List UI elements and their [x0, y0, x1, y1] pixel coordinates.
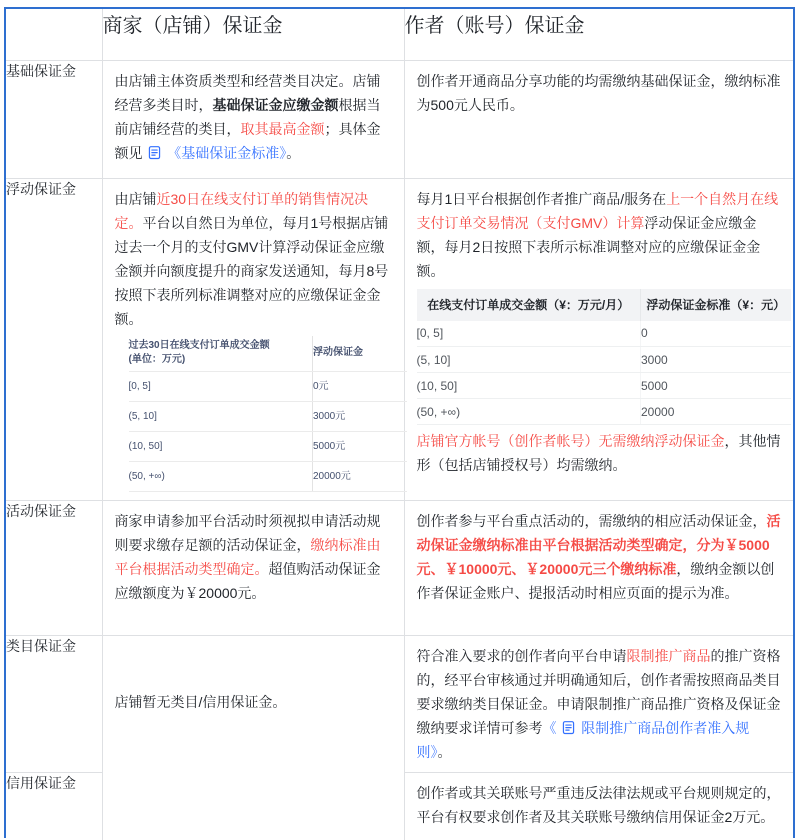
red-segment: 缴纳标准由平台根据活动类型确定。 [114, 537, 381, 577]
red-segment: 近30日在线支付订单的销售情况决定。 [114, 190, 369, 231]
gmv-table-row: (5, 10] 3000元 [129, 402, 407, 432]
cell-merchant-floating [102, 178, 404, 501]
text-segment: 浮动保证金应缴金额，每月2日按照下表所示标准调整对应的应缴保证金金额。 [416, 214, 761, 279]
author-floating-gmv-table [417, 289, 791, 426]
table-row-floating-deposit [6, 178, 793, 501]
row-label-basic-deposit: 基础保证金 [6, 60, 102, 178]
text-segment: 创作者开通商品分享功能的均需缴纳基础保证金，缴纳标准为500元人民币。 [416, 72, 781, 113]
cell-author-floating [404, 178, 793, 501]
text-segment: 符合准入要求的创作者向平台申请 [416, 648, 627, 664]
text-segment: 由店铺主体资质类型和经营类目决定。店铺经营多类目时， [114, 72, 381, 113]
merchant-basic-text [115, 69, 392, 165]
red-segment: 取其最高金额 [240, 120, 325, 137]
row-label-category-deposit: 类目保证金 [6, 636, 102, 773]
text-segment: 根据当前店铺经营的类目， [114, 96, 381, 137]
table-row-activity-deposit [6, 501, 793, 636]
author-floating-text [417, 187, 782, 283]
author-gmv-row: (10, 50] 5000 [417, 373, 791, 399]
author-credit-text [417, 781, 782, 829]
cell-merchant-activity [102, 501, 404, 636]
text-segment: 。 [437, 744, 452, 760]
row-label-activity-deposit: 活动保证金 [6, 501, 102, 636]
text-segment: 的推广资格的，经平台审核通过并明确通知后，创作者需按照商品类目要求缴纳类目保证金。申请限制推广商品推广资格及保证金缴纳要求详情可参考 [416, 648, 781, 736]
cell-author-basic [404, 60, 793, 178]
author-gmv-row: (50, +∞) 20000 [417, 399, 791, 425]
text-segment: ，其他情形（包括店铺授权号）均需缴纳。 [416, 433, 781, 473]
text-segment: 每月1日平台根据创作者推广商品/服务在 [416, 190, 667, 207]
table-row-basic-deposit [6, 60, 793, 178]
merchant-activity-text [115, 509, 392, 605]
text-segment: 。 [286, 144, 301, 161]
doc-icon [147, 145, 162, 160]
row-label-credit-deposit: 信用保证金 [6, 773, 102, 840]
gmv-table-row: [0, 5] 0元 [129, 372, 407, 402]
column-header-author: 作者（账号）保证金 [404, 9, 793, 60]
author-gmv-header-row [417, 289, 791, 321]
row-label-floating-deposit: 浮动保证金 [6, 178, 102, 501]
cell-merchant-basic [102, 60, 404, 178]
text-segment: ；具体金额见 [114, 120, 381, 161]
text-segment: 平台以自然日为单位，每月1号根据店铺过去一个月的支付GMV计算浮动保证金应缴金额并向额度提升的商家发送通知，每月8号按照下表所列标准调整对应的应缴保证金金额。 [114, 214, 389, 327]
author-gmv-row: [0, 5] 0 [417, 321, 791, 347]
text-segment: 商家申请参加平台活动时须视拟申请活动规则要求缴存足额的活动保证金， [114, 513, 381, 553]
corner-cell [6, 9, 102, 60]
author-category-text [417, 644, 782, 764]
text-segment: 超值购活动保证金应缴额度为￥20000元。 [114, 561, 381, 601]
table-header-row [6, 9, 793, 60]
cell-merchant-category-credit [102, 636, 404, 840]
gmv-table-row: (50, +∞) 20000元 [129, 462, 407, 492]
bold-segment: 基础保证金应缴金额 [212, 96, 339, 113]
red-segment: 店铺官方帐号（创作者帐号）无需缴纳浮动保证金 [416, 433, 725, 449]
red-segment: 上一个自然月在线支付订单交易情况（支付GMV）计算 [416, 190, 779, 231]
boldred-segment: 活动保证金缴纳标准由平台根据活动类型确定，分为￥5000元、￥10000元、￥20000元三个缴纳标准 [416, 513, 781, 577]
table-row-category-deposit [6, 636, 793, 773]
gmv-table-header-amount: 浮动保证金 [313, 336, 407, 372]
text-segment: 店铺暂无类目/信用保证金。 [114, 694, 287, 710]
merchant-floating-gmv-table [129, 336, 407, 493]
author-gmv-header-amount: 浮动保证金标准（¥：元） [641, 289, 791, 321]
text-segment: 由店铺 [114, 190, 157, 207]
doc-icon [561, 720, 576, 735]
doc-link[interactable]: 限制推广商品创作者准入规则》 [416, 720, 750, 760]
merchant-category-credit-text [115, 690, 392, 714]
text-segment: 创作者参与平台重点活动的，需缴纳的相应活动保证金， [416, 513, 767, 529]
cell-author-category [404, 636, 793, 773]
text-segment: 创作者或其关联账号严重违反法律法规或平台规则规定的，平台有权要求创作者及其关联账号缴纳信用保证金2万元。 [416, 785, 781, 825]
author-gmv-header-range: 在线支付订单成交金额（¥：万元/月） [417, 289, 641, 321]
gmv-table-header-range: 过去30日在线支付订单成交金额 (单位：万元) [129, 336, 313, 372]
column-header-merchant: 商家（店铺）保证金 [102, 9, 404, 60]
doc-link[interactable]: 《 [542, 720, 557, 736]
gmv-table-header-row [129, 336, 407, 372]
author-basic-text [417, 69, 782, 117]
author-gmv-row: (5, 10] 3000 [417, 347, 791, 373]
gmv-table-row: (10, 50] 5000元 [129, 432, 407, 462]
author-floating-note [417, 429, 782, 477]
deposit-comparison-table [6, 9, 793, 840]
table-frame [4, 7, 795, 838]
text-segment: ，缴纳金额以创作者保证金账户、提报活动时相应页面的提示为准。 [416, 561, 775, 601]
cell-author-activity [404, 501, 793, 636]
doc-link[interactable]: 《基础保证金标准》 [167, 144, 287, 161]
cell-author-credit [404, 773, 793, 840]
red-segment: 限制推广商品 [626, 648, 711, 664]
author-activity-text [417, 509, 782, 605]
merchant-floating-text [115, 187, 392, 331]
